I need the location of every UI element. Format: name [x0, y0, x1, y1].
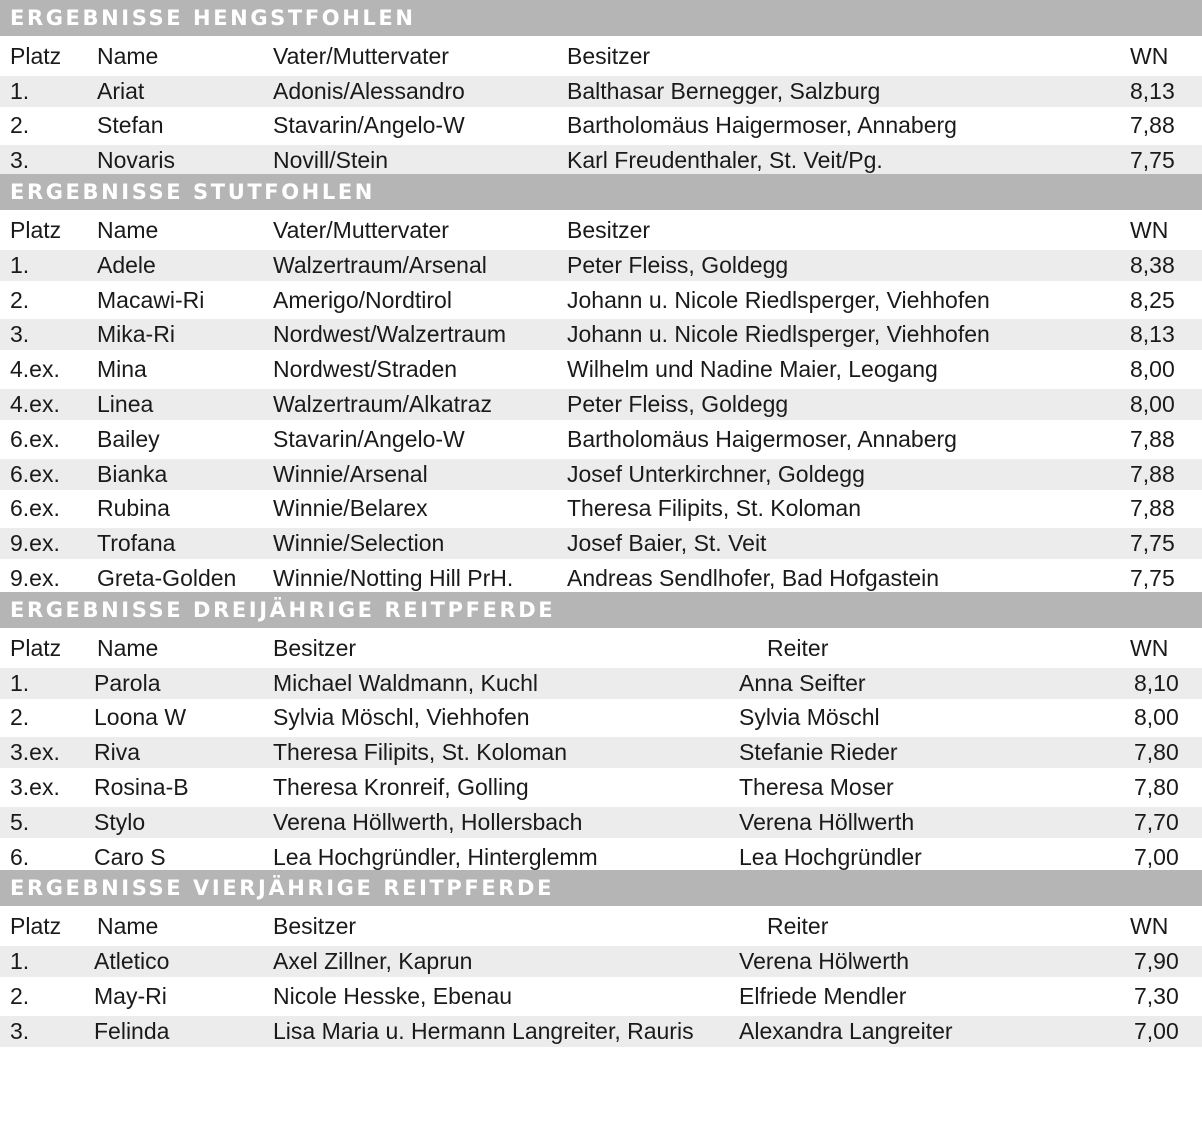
- column-header-reiter: Reiter: [767, 913, 829, 939]
- column-header-platz: Platz: [10, 217, 62, 243]
- cell-name: Linea: [97, 391, 154, 417]
- cell-wn: 7,90: [1134, 948, 1179, 974]
- table-row: [0, 702, 1202, 733]
- cell-wn: 7,00: [1134, 1018, 1179, 1044]
- cell-besitzer: Peter Fleiss, Goldegg: [567, 391, 789, 417]
- cell-platz: 3.: [10, 147, 30, 173]
- cell-besitzer: Verena Höllwerth, Hollersbach: [273, 809, 583, 835]
- cell-platz: 3.ex.: [10, 774, 60, 800]
- cell-besitzer: Theresa Filipits, St. Koloman: [273, 739, 568, 765]
- cell-besitzer: Karl Freudenthaler, St. Veit/Pg.: [567, 147, 883, 173]
- cell-reiter: Anna Seifter: [739, 670, 866, 696]
- cell-name: Adele: [97, 252, 156, 278]
- cell-wn: 8,13: [1130, 78, 1175, 104]
- cell-reiter: Lea Hochgründler: [739, 844, 922, 870]
- cell-platz: 3.: [10, 321, 30, 347]
- cell-platz: 1.: [10, 78, 30, 104]
- cell-vater: Winnie/Arsenal: [273, 461, 428, 487]
- table-row: [0, 981, 1202, 1012]
- cell-name: Novaris: [97, 147, 175, 173]
- cell-name: Rubina: [97, 495, 170, 521]
- cell-platz: 1.: [10, 670, 30, 696]
- table-row: [0, 668, 1202, 699]
- cell-platz: 1.: [10, 252, 30, 278]
- cell-platz: 3.: [10, 1018, 30, 1044]
- cell-platz: 2.: [10, 983, 30, 1009]
- cell-name: Stefan: [97, 112, 164, 138]
- cell-name: Loona W: [94, 704, 187, 730]
- table-row: [0, 250, 1202, 281]
- cell-name: Riva: [94, 739, 141, 765]
- cell-besitzer: Josef Unterkirchner, Goldegg: [567, 461, 865, 487]
- table-header-row: [0, 911, 1202, 942]
- column-header-besitzer: Besitzer: [567, 217, 651, 243]
- column-header-name: Name: [97, 43, 159, 69]
- cell-name: Felinda: [94, 1018, 170, 1044]
- table-row: [0, 528, 1202, 559]
- cell-name: Bianka: [97, 461, 168, 487]
- cell-besitzer: Nicole Hesske, Ebenau: [273, 983, 513, 1009]
- cell-platz: 4.ex.: [10, 391, 60, 417]
- cell-name: Parola: [94, 670, 161, 696]
- table-row: [0, 424, 1202, 455]
- cell-name: Macawi-Ri: [97, 287, 205, 313]
- cell-wn: 7,80: [1134, 739, 1179, 765]
- cell-wn: 7,88: [1130, 461, 1175, 487]
- cell-wn: 7,75: [1130, 565, 1175, 591]
- cell-besitzer: Sylvia Möschl, Viehhofen: [273, 704, 530, 730]
- cell-reiter: Verena Hölwerth: [739, 948, 910, 974]
- cell-name: Caro S: [94, 844, 166, 870]
- table-header-row: [0, 633, 1202, 664]
- cell-reiter: Sylvia Möschl: [739, 704, 880, 730]
- cell-wn: 8,00: [1134, 704, 1179, 730]
- cell-wn: 7,75: [1130, 530, 1175, 556]
- cell-vater: Stavarin/Angelo-W: [273, 112, 465, 138]
- cell-name: Stylo: [94, 809, 146, 835]
- column-header-besitzer: Besitzer: [273, 635, 357, 661]
- cell-wn: 7,75: [1130, 147, 1175, 173]
- cell-besitzer: Andreas Sendlhofer, Bad Hofgastein: [567, 565, 940, 591]
- cell-wn: 8,13: [1130, 321, 1175, 347]
- cell-name: Bailey: [97, 426, 160, 452]
- cell-wn: 8,38: [1130, 252, 1175, 278]
- cell-vater: Novill/Stein: [273, 147, 389, 173]
- cell-wn: 7,70: [1134, 809, 1179, 835]
- table-row: [0, 389, 1202, 420]
- column-header-vater: Vater/Muttervater: [273, 43, 449, 69]
- cell-platz: 5.: [10, 809, 30, 835]
- cell-platz: 2.: [10, 112, 30, 138]
- cell-besitzer: Balthasar Bernegger, Salzburg: [567, 78, 881, 104]
- table-row: [0, 145, 1202, 176]
- cell-name: Mina: [97, 356, 147, 382]
- cell-vater: Amerigo/Nordtirol: [273, 287, 452, 313]
- cell-platz: 1.: [10, 948, 30, 974]
- cell-wn: 7,30: [1134, 983, 1179, 1009]
- cell-besitzer: Michael Waldmann, Kuchl: [273, 670, 539, 696]
- cell-wn: 7,88: [1130, 426, 1175, 452]
- cell-reiter: Elfriede Mendler: [739, 983, 907, 1009]
- cell-besitzer: Lea Hochgründler, Hinterglemm: [273, 844, 598, 870]
- column-header-name: Name: [97, 217, 159, 243]
- table-row: [0, 493, 1202, 524]
- cell-besitzer: Theresa Filipits, St. Koloman: [567, 495, 862, 521]
- cell-vater: Winnie/Belarex: [273, 495, 428, 521]
- cell-name: Mika-Ri: [97, 321, 175, 347]
- section-title-hengstfohlen: ERGEBNISSE HENGSTFOHLEN: [0, 0, 1202, 36]
- cell-besitzer: Josef Baier, St. Veit: [567, 530, 767, 556]
- table-row: [0, 737, 1202, 768]
- column-header-besitzer: Besitzer: [567, 43, 651, 69]
- table-row: [0, 319, 1202, 350]
- column-header-reiter: Reiter: [767, 635, 829, 661]
- cell-vater: Adonis/Alessandro: [273, 78, 465, 104]
- table-row: [0, 772, 1202, 803]
- cell-besitzer: Wilhelm und Nadine Maier, Leogang: [567, 356, 938, 382]
- cell-wn: 7,88: [1130, 495, 1175, 521]
- cell-besitzer: Bartholomäus Haigermoser, Annaberg: [567, 112, 957, 138]
- cell-vater: Walzertraum/Alkatraz: [273, 391, 492, 417]
- column-header-platz: Platz: [10, 43, 62, 69]
- table-row: [0, 946, 1202, 977]
- table-row: [0, 110, 1202, 141]
- column-header-besitzer: Besitzer: [273, 913, 357, 939]
- cell-vater: Nordwest/Straden: [273, 356, 458, 382]
- section-title-stutfohlen: ERGEBNISSE STUTFOHLEN: [0, 174, 1202, 210]
- cell-name: Rosina-B: [94, 774, 189, 800]
- cell-reiter: Stefanie Rieder: [739, 739, 898, 765]
- table-row: [0, 1016, 1202, 1047]
- cell-vater: Winnie/Notting Hill PrH.: [273, 565, 514, 591]
- section-title-vierjaehrige: ERGEBNISSE VIERJÄHRIGE REITPFERDE: [0, 870, 1202, 906]
- column-header-name: Name: [97, 913, 159, 939]
- table-row: [0, 76, 1202, 107]
- table-row: [0, 563, 1202, 594]
- column-header-wn: WN: [1130, 635, 1169, 661]
- cell-wn: 7,80: [1134, 774, 1179, 800]
- table-header-row: [0, 215, 1202, 246]
- column-header-platz: Platz: [10, 913, 62, 939]
- cell-platz: 6.: [10, 844, 30, 870]
- cell-wn: 7,00: [1134, 844, 1179, 870]
- cell-platz: 6.ex.: [10, 495, 60, 521]
- cell-platz: 9.ex.: [10, 530, 60, 556]
- cell-besitzer: Peter Fleiss, Goldegg: [567, 252, 789, 278]
- cell-besitzer: Theresa Kronreif, Golling: [273, 774, 529, 800]
- cell-platz: 9.ex.: [10, 565, 60, 591]
- cell-reiter: Verena Höllwerth: [739, 809, 915, 835]
- cell-platz: 6.ex.: [10, 461, 60, 487]
- cell-reiter: Theresa Moser: [739, 774, 894, 800]
- cell-vater: Walzertraum/Arsenal: [273, 252, 487, 278]
- cell-name: Greta-Golden: [97, 565, 237, 591]
- cell-name: Ariat: [97, 78, 145, 104]
- column-header-wn: WN: [1130, 217, 1169, 243]
- cell-wn: 8,00: [1130, 356, 1175, 382]
- table-header-row: [0, 41, 1202, 72]
- cell-besitzer: Johann u. Nicole Riedlsperger, Viehhofen: [567, 321, 990, 347]
- section-title-dreijaehrige: ERGEBNISSE DREIJÄHRIGE REITPFERDE: [0, 592, 1202, 628]
- cell-wn: 8,10: [1134, 670, 1179, 696]
- cell-besitzer: Lisa Maria u. Hermann Langreiter, Rauris: [273, 1018, 694, 1044]
- table-row: [0, 354, 1202, 385]
- cell-wn: 8,25: [1130, 287, 1175, 313]
- cell-wn: 8,00: [1130, 391, 1175, 417]
- table-row: [0, 285, 1202, 316]
- cell-name: May-Ri: [94, 983, 167, 1009]
- cell-reiter: Alexandra Langreiter: [739, 1018, 953, 1044]
- cell-vater: Winnie/Selection: [273, 530, 445, 556]
- table-row: [0, 807, 1202, 838]
- column-header-vater: Vater/Muttervater: [273, 217, 449, 243]
- cell-platz: 3.ex.: [10, 739, 60, 765]
- cell-besitzer: Bartholomäus Haigermoser, Annaberg: [567, 426, 957, 452]
- cell-besitzer: Johann u. Nicole Riedlsperger, Viehhofen: [567, 287, 990, 313]
- cell-platz: 6.ex.: [10, 426, 60, 452]
- cell-platz: 2.: [10, 704, 30, 730]
- cell-name: Atletico: [94, 948, 170, 974]
- column-header-name: Name: [97, 635, 159, 661]
- cell-platz: 2.: [10, 287, 30, 313]
- column-header-platz: Platz: [10, 635, 62, 661]
- table-row: [0, 459, 1202, 490]
- cell-vater: Stavarin/Angelo-W: [273, 426, 465, 452]
- cell-platz: 4.ex.: [10, 356, 60, 382]
- cell-vater: Nordwest/Walzertraum: [273, 321, 507, 347]
- column-header-wn: WN: [1130, 913, 1169, 939]
- table-row: [0, 842, 1202, 873]
- cell-name: Trofana: [97, 530, 176, 556]
- cell-wn: 7,88: [1130, 112, 1175, 138]
- column-header-wn: WN: [1130, 43, 1169, 69]
- cell-besitzer: Axel Zillner, Kaprun: [273, 948, 473, 974]
